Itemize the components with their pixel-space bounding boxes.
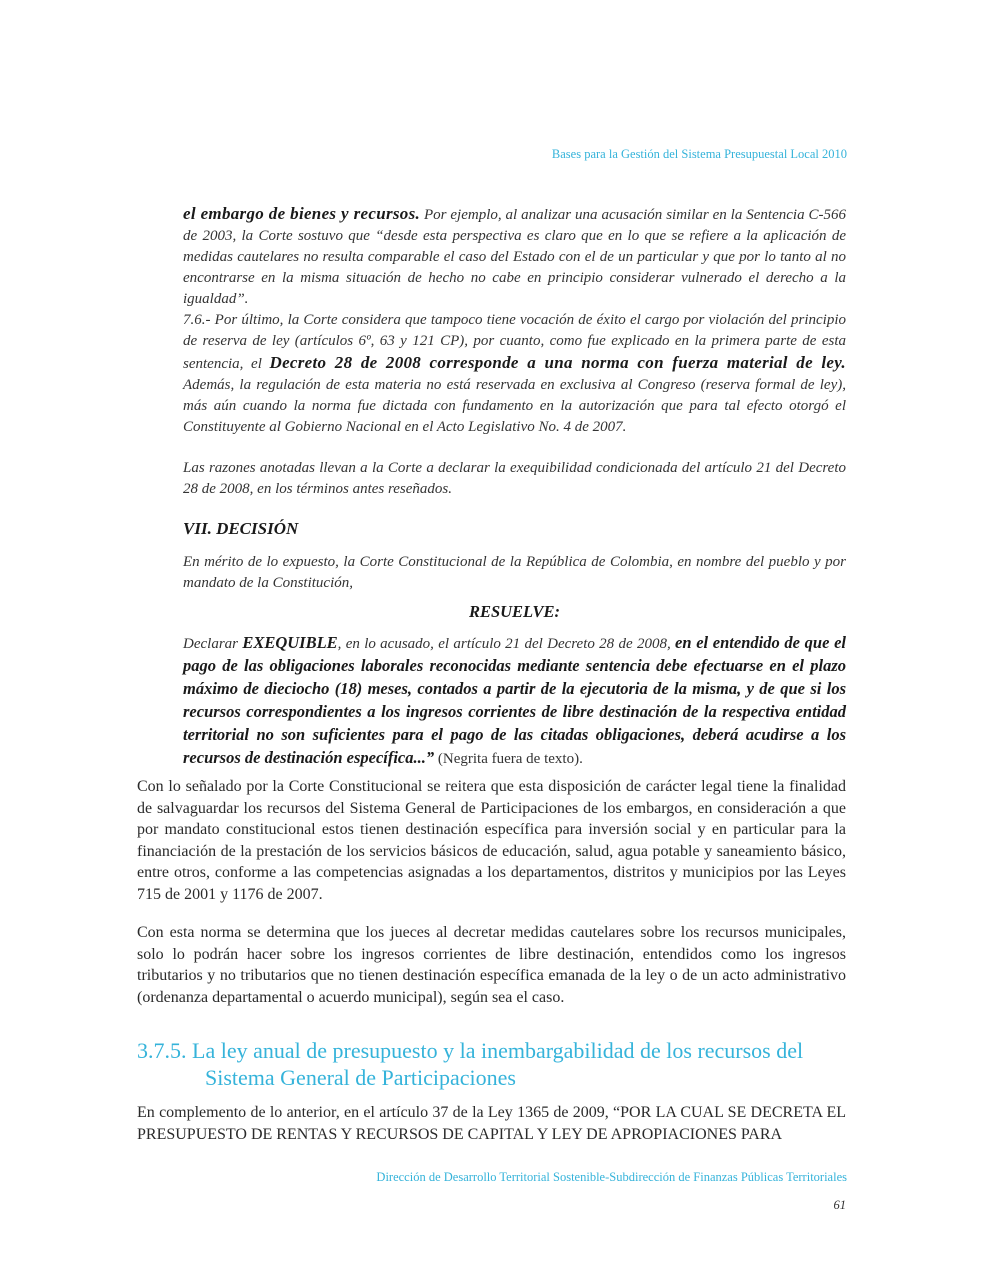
decl-note: (Negrita fuera de texto). [434, 751, 583, 767]
decision-heading: VII. DECISIÓN [183, 519, 299, 538]
running-footer: Dirección de Desarrollo Territorial Sostenible-Subdirección de Finanzas Públicas Territoriales [376, 1170, 847, 1184]
body-paragraph-3: En complemento de lo anterior, en el artículo 37 de la Ley 1365 de 2009, “POR LA CUAL SE DECRETA EL PRESUPUESTO DE RENTAS Y RECURSOS DE CAPITAL Y LEY DE APROPIACIONES PARA [137, 1104, 846, 1143]
quote-text: Además, la regulación de esta materia no está reservada en exclusiva al Congreso (reserva formal de ley), más aún cuando la norma fue dictada con fundamento en la autorización que para tal efecto otorgó el Constituyente al Gobierno Nacional en el Acto Legislativo No. 4 de 2007. [183, 377, 846, 435]
quote-bold-lead: el embargo de bienes y recursos. [183, 204, 421, 223]
decision-intro: En mérito de lo expuesto, la Corte Constitucional de la República de Colombia, en nombre del pueblo y por mandato de la Constitución, [183, 554, 846, 591]
quote-paragraph-1 [183, 203, 846, 310]
quote-text: 7.6.- Por último, la Corte considera que tampoco tiene vocación de éxito el cargo por violación del principio de reserva de ley (artículos 6º, 63 y 121 CP), por cuanto, como fue explicado en la primera parte de esta sentencia, el [183, 312, 846, 372]
section-heading-line1: 3.7.5. La ley anual de presupuesto y la inembargabilidad de los recursos del [137, 1038, 804, 1063]
body-paragraph-1: Con lo señalado por la Corte Constitucional se reitera que esta disposición de carácter legal tiene la finalidad de salvaguardar los recursos del Sistema General de Participaciones de los embargos, en consideración a que por mandato constitucional estos tienen destinación específica para inversión social y en particular para la financiación de la prestación de los servicios básicos de educación, salud, agua potable y saneamiento básico, entre otros, conforme a las competencias asignadas a los departamentos, distritos y municipios por las Leyes 715 de 2001 y 1176 de 2007. [137, 778, 846, 903]
decl-text: Declarar [183, 636, 243, 652]
section-heading [137, 1037, 846, 1091]
body-paragraph-2: Con esta norma se determina que los jueces al decretar medidas cautelares sobre los recursos municipales, solo lo podrán hacer sobre los ingresos corrientes de libre destinación, entendidos como los ingresos tributarios y no tributarios que no tienen destinación específica emanada de la ley o de un acto administrativo (ordenanza departamental o acuerdo municipal), según sea el caso. [137, 924, 846, 1006]
quote-paragraph-3: Las razones anotadas llevan a la Corte a declarar la exequibilidad condicionada del artículo 21 del Decreto 28 de 2008, en los términos antes reseñados. [183, 460, 846, 497]
section-heading-line2: Sistema General de Participaciones [205, 1065, 516, 1090]
decision-declaration [183, 632, 846, 770]
decl-exequible: EXEQUIBLE [242, 633, 338, 652]
decl-bold-text: en el entendido de que el pago de las obligaciones laborales reconocidas mediante sentencia debe efectuarse en el plazo máximo de dieciocho (18) meses, contados a partir de la ejecutoria de la misma, y de que si los recursos correspondientes a los ingresos corrientes de libre destinación de la respectiva entidad territorial no son suficientes para el pago de las citadas obligaciones, deberá acudirse a los recursos de destinación específica...” [183, 633, 846, 767]
page-number: 61 [833, 1198, 846, 1212]
quote-bold-decree: Decreto 28 de 2008 corresponde a una norma con fuerza material de ley. [269, 353, 846, 372]
quote-text: Por ejemplo, al analizar una acusación similar en la Sentencia C-566 de 2003, la Corte sostuvo que “desde esta perspectiva es claro que en lo que se refiere a la aplicación de medidas cautelares no resulta comparable el caso del Estado con el de un particular y que por lo tanto al no encontrarse en la misma situación de hecho no cabe en principio considerar vulnerado el derecho a la igualdad”. [183, 207, 846, 307]
decl-text: , en lo acusado, el artículo 21 del Decreto 28 de 2008, [337, 636, 676, 652]
running-header: Bases para la Gestión del Sistema Presupuestal Local 2010 [551, 147, 847, 161]
resuelve-heading: RESUELVE: [468, 602, 561, 621]
quote-paragraph-2 [183, 310, 846, 438]
